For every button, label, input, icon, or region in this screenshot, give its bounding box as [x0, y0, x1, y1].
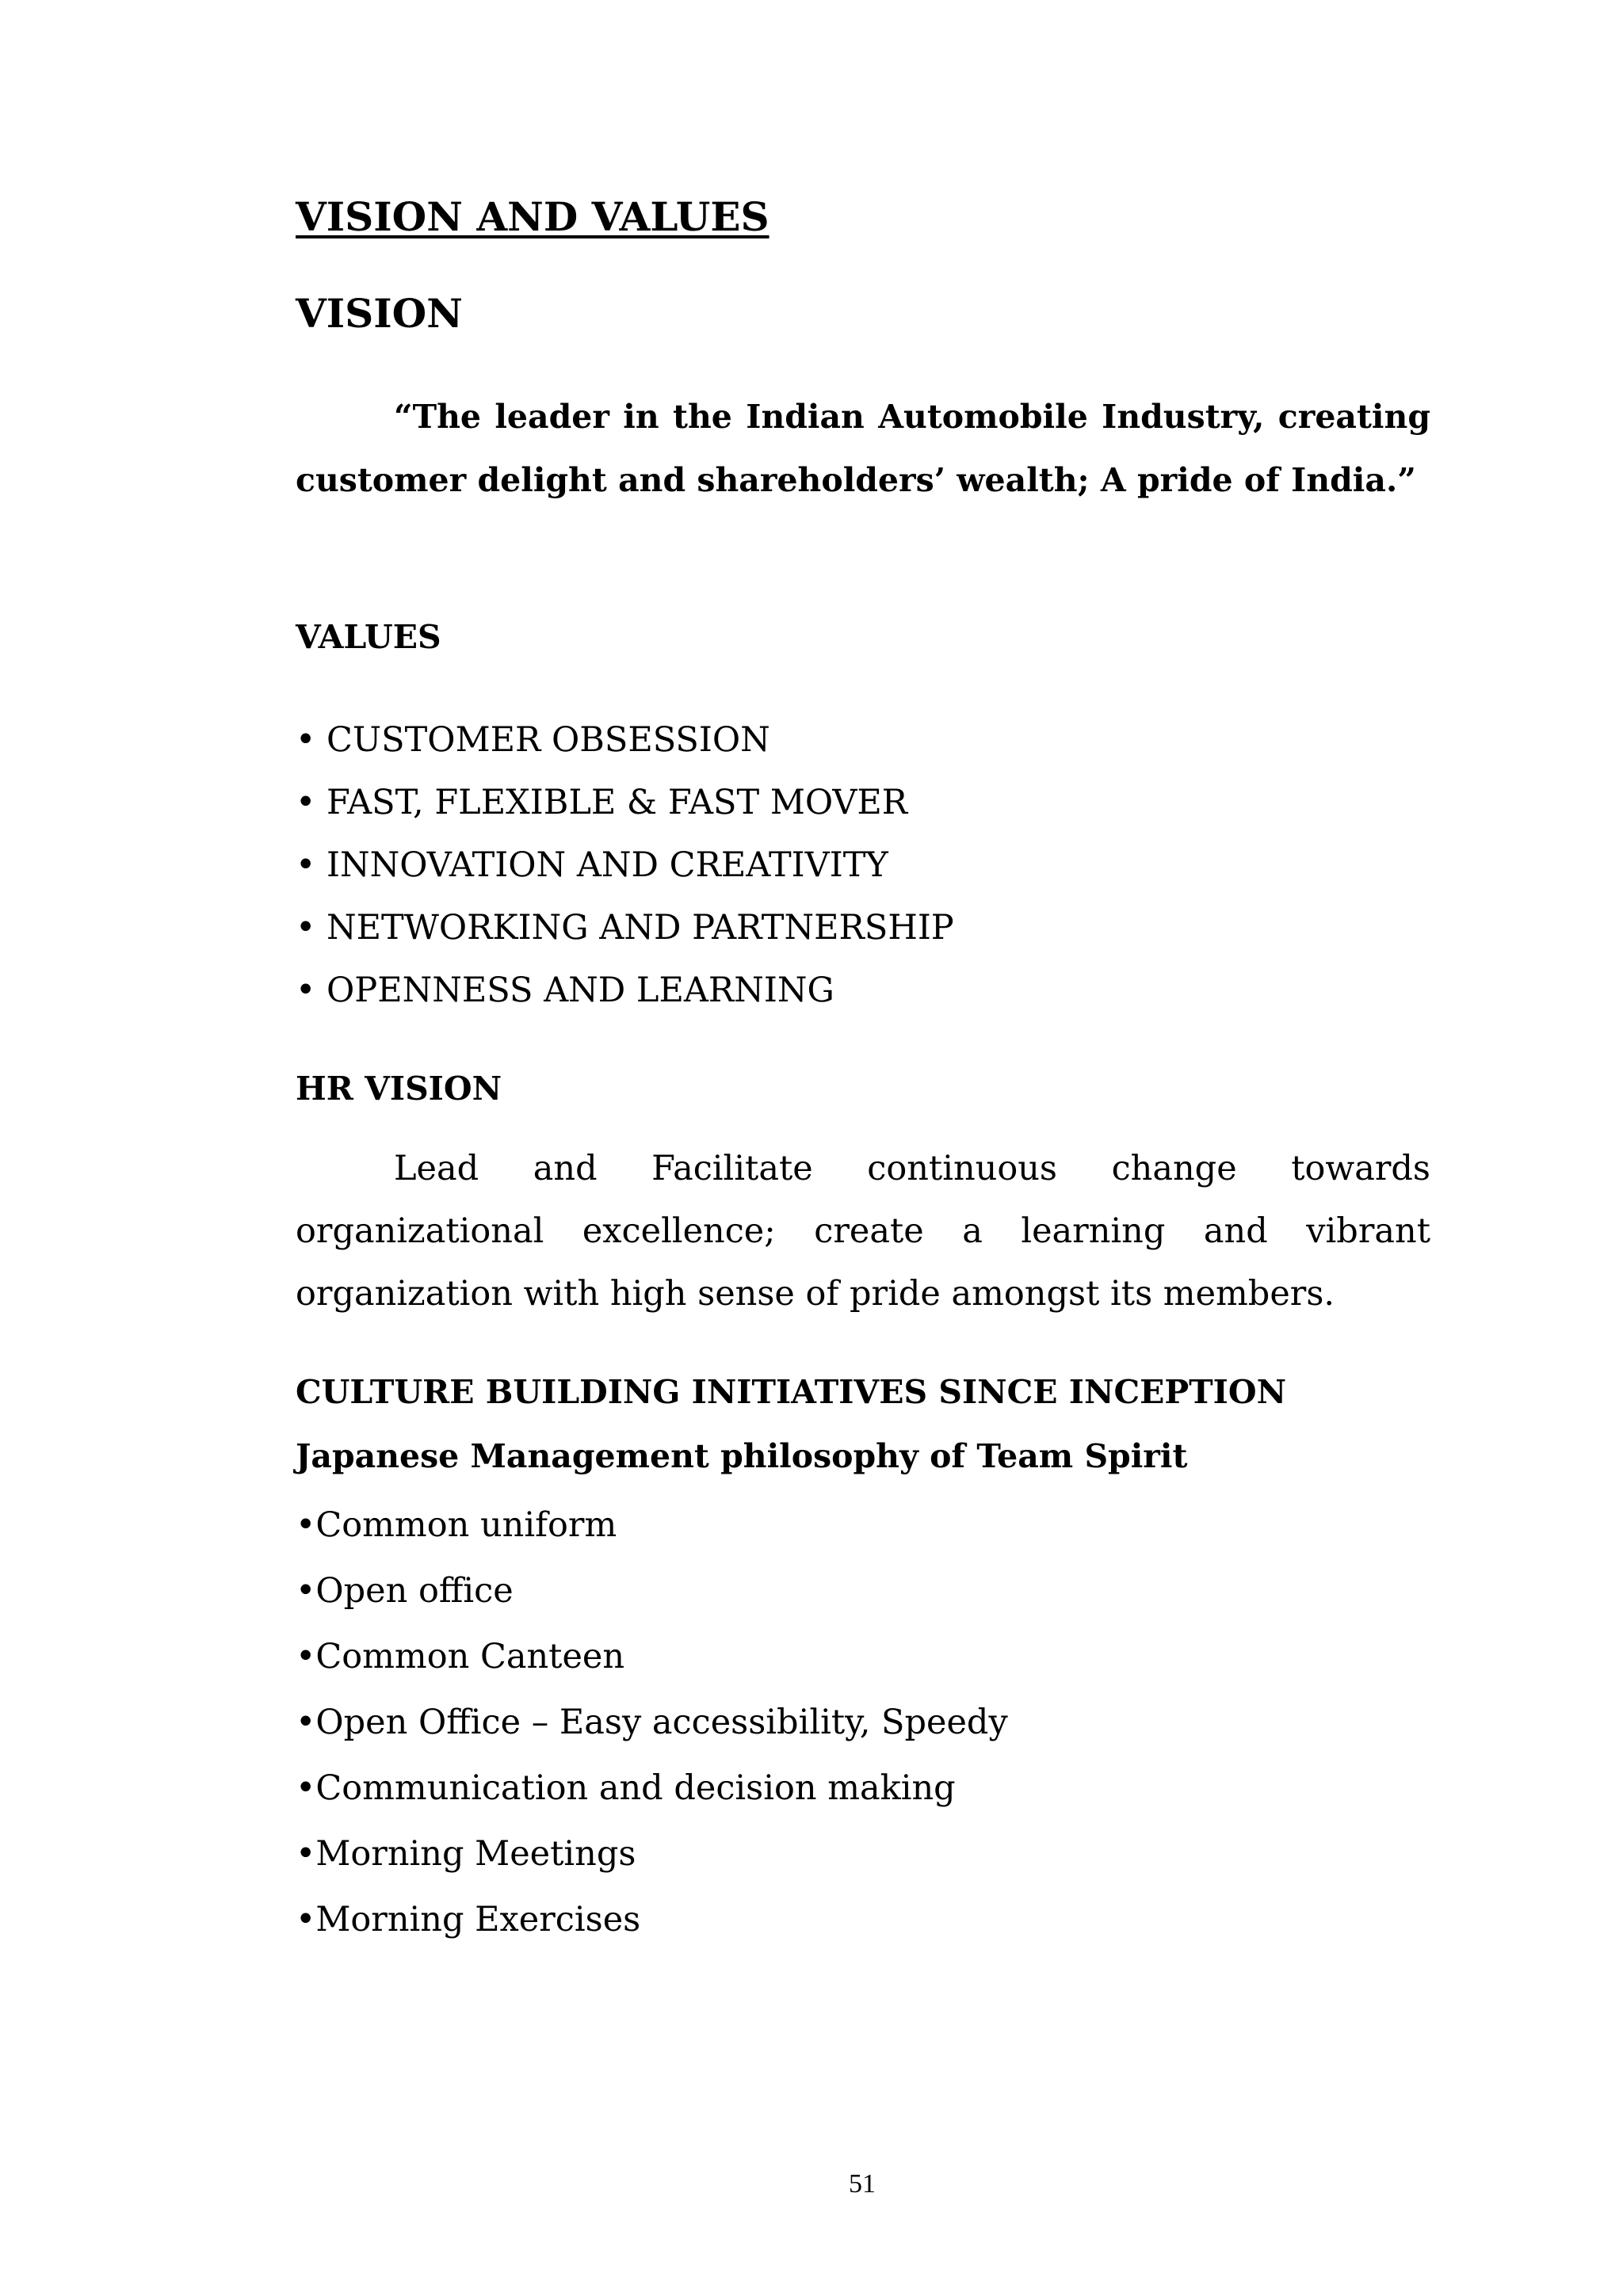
list-item: •Open Office – Easy accessibility, Speedy	[296, 1703, 1008, 1742]
list-item: •Morning Meetings	[296, 1834, 636, 1874]
hr-vision-text: Lead and Facilitate continuous change towards organizational excellence; create a learning and vibrant organization with high sense of pride amongst its members.	[296, 1149, 1430, 1314]
list-item: • OPENNESS AND LEARNING	[296, 971, 834, 1010]
list-item: •Common uniform	[296, 1505, 617, 1545]
vision-heading: VISION	[296, 290, 463, 337]
main-heading: VISION AND VALUES	[296, 193, 769, 240]
list-item: •Open office	[296, 1571, 514, 1611]
list-item: • CUSTOMER OBSESSION	[296, 720, 770, 760]
vision-statement: “The leader in the Indian Automobile Industry, creating customer delight and shareholders’ wealth; A pride of India.”	[296, 398, 1430, 499]
list-item: • FAST, FLEXIBLE & FAST MOVER	[296, 783, 908, 822]
list-item: •Morning Exercises	[296, 1900, 641, 1939]
values-list	[296, 709, 1430, 1022]
culture-subheading: Japanese Management philosophy of Team Spirit	[296, 1437, 1188, 1475]
culture-list	[296, 1493, 1430, 1953]
values-heading: VALUES	[296, 618, 441, 656]
list-item: • NETWORKING AND PARTNERSHIP	[296, 908, 954, 948]
hr-vision-heading: HR VISION	[296, 1070, 502, 1108]
list-item: •Common Canteen	[296, 1637, 625, 1676]
culture-heading: CULTURE BUILDING INITIATIVES SINCE INCEPTION	[296, 1373, 1287, 1411]
page-number: 51	[849, 2169, 876, 2199]
list-item: • INNOVATION AND CREATIVITY	[296, 845, 888, 885]
list-item: •Communication and decision making	[296, 1768, 956, 1808]
